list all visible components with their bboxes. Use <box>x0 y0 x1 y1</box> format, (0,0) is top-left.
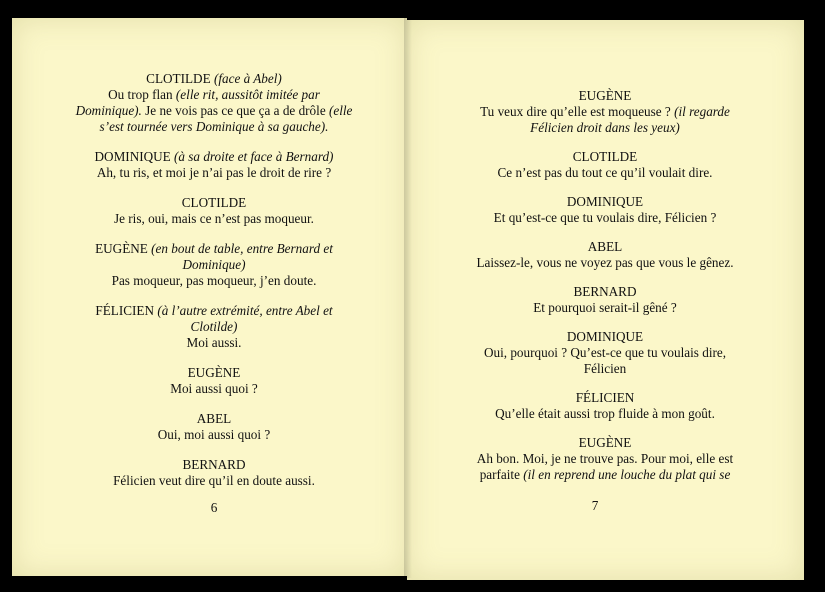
dialogue-line <box>64 381 364 397</box>
book-gutter <box>404 18 412 578</box>
dialogue-text: Tu veux dire qu’elle est moqueuse ? <box>480 104 675 119</box>
stage-direction: (il en reprend une louche du plat qui se <box>523 467 731 482</box>
dialogue-text: ABEL <box>587 239 623 254</box>
dialogue-text: DOMINIQUE <box>566 329 644 344</box>
dialogue-text: Ou trop flan <box>108 87 176 102</box>
stage-direction: (à l’autre extrémité, entre Abel et <box>157 303 333 318</box>
dialogue-block <box>455 149 755 181</box>
dialogue-line <box>455 104 755 120</box>
stage-direction: (elle <box>328 103 353 118</box>
speaker-line <box>455 149 755 165</box>
right-page-number: 7 <box>591 498 599 513</box>
stage-direction: (il regarde <box>674 104 730 119</box>
dialogue-block <box>64 365 364 397</box>
dialogue-text: parfaite <box>479 467 524 482</box>
dialogue-block <box>64 457 364 489</box>
dialogue-block <box>455 390 755 422</box>
left-page <box>12 18 407 576</box>
dialogue-text: EUGÈNE <box>578 435 632 450</box>
speaker-line <box>455 435 755 451</box>
dialogue-block <box>64 195 364 227</box>
speaker-line <box>64 457 364 473</box>
dialogue-line <box>64 319 364 335</box>
dialogue-line <box>455 345 755 361</box>
right-page-text <box>455 88 755 496</box>
dialogue-text: FÉLICIEN <box>95 303 158 318</box>
dialogue-text: Ce n’est pas du tout ce qu’il voulait dire. <box>497 165 713 180</box>
speaker-line <box>455 329 755 345</box>
dialogue-text: Félicien veut dire qu’il en doute aussi. <box>113 473 315 488</box>
dialogue-line <box>455 120 755 136</box>
stage-direction: Clotilde) <box>190 319 238 334</box>
speaker-line <box>64 149 364 165</box>
dialogue-line <box>64 103 364 119</box>
left-page-number: 6 <box>210 500 218 515</box>
left-page-text <box>64 71 364 503</box>
speaker-line <box>455 194 755 210</box>
dialogue-block <box>455 194 755 226</box>
stage-direction: (en bout de table, entre Bernard et <box>151 241 333 256</box>
dialogue-line <box>455 451 755 467</box>
dialogue-text: Je ne vois pas ce que ça a de drôle <box>141 103 329 118</box>
dialogue-block <box>64 71 364 135</box>
dialogue-block <box>64 149 364 181</box>
dialogue-text: EUGÈNE <box>187 365 241 380</box>
speaker-line <box>64 241 364 257</box>
dialogue-text: Ah bon. Moi, je ne trouve pas. Pour moi, elle est <box>476 451 734 466</box>
dialogue-text: BERNARD <box>182 457 246 472</box>
dialogue-block <box>64 303 364 351</box>
speaker-line <box>64 303 364 319</box>
dialogue-text: Laissez-le, vous ne voyez pas que vous le gênez. <box>476 255 734 270</box>
dialogue-block <box>455 329 755 377</box>
dialogue-line <box>455 255 755 271</box>
dialogue-line <box>64 273 364 289</box>
speaker-line <box>64 365 364 381</box>
dialogue-text: Oui, pourquoi ? Qu’est-ce que tu voulais dire, <box>483 345 727 360</box>
speaker-line <box>64 71 364 87</box>
speaker-line <box>455 88 755 104</box>
dialogue-text: ABEL <box>196 411 232 426</box>
dialogue-text: Moi aussi. <box>186 335 242 350</box>
right-page <box>407 20 804 580</box>
dialogue-line <box>455 165 755 181</box>
stage-direction: (face à Abel) <box>213 71 282 86</box>
stage-direction: Félicien droit dans les yeux) <box>530 120 680 135</box>
stage-direction: Dominique) <box>182 257 246 272</box>
stage-direction: s’est tournée vers Dominique à sa gauche). <box>99 119 329 134</box>
dialogue-block <box>455 435 755 483</box>
dialogue-line <box>64 473 364 489</box>
stage-direction: (à sa droite et face à Bernard) <box>174 149 334 164</box>
stage-direction: Dominique). <box>75 103 142 118</box>
dialogue-text: Oui, moi aussi quoi ? <box>157 427 271 442</box>
dialogue-text: Qu’elle était aussi trop fluide à mon goût. <box>495 406 715 421</box>
dialogue-block <box>64 411 364 443</box>
dialogue-line <box>455 406 755 422</box>
speaker-line <box>64 195 364 211</box>
dialogue-text: Moi aussi quoi ? <box>170 381 258 396</box>
dialogue-block <box>455 284 755 316</box>
dialogue-line <box>64 87 364 103</box>
dialogue-line <box>455 361 755 377</box>
speaker-line <box>455 239 755 255</box>
speaker-line <box>455 390 755 406</box>
dialogue-text: Pas moqueur, pas moqueur, j’en doute. <box>111 273 317 288</box>
dialogue-text: Et qu’est-ce que tu voulais dire, Félicien ? <box>493 210 717 225</box>
dialogue-text: Je ris, oui, mais ce n’est pas moqueur. <box>114 211 314 226</box>
dialogue-text: CLOTILDE <box>572 149 638 164</box>
dialogue-line <box>64 211 364 227</box>
dialogue-text: EUGÈNE <box>578 88 632 103</box>
dialogue-text: BERNARD <box>573 284 637 299</box>
dialogue-block <box>64 241 364 289</box>
dialogue-line <box>64 165 364 181</box>
dialogue-block <box>455 88 755 136</box>
dialogue-line <box>455 300 755 316</box>
dialogue-text: CLOTILDE <box>181 195 247 210</box>
speaker-line <box>64 411 364 427</box>
dialogue-text: DOMINIQUE <box>94 149 175 164</box>
dialogue-text: FÉLICIEN <box>575 390 635 405</box>
speaker-line <box>455 284 755 300</box>
dialogue-text: EUGÈNE <box>95 241 152 256</box>
dialogue-text: Et pourquoi serait-il gêné ? <box>533 300 677 315</box>
dialogue-line <box>64 427 364 443</box>
dialogue-line <box>455 210 755 226</box>
dialogue-line <box>64 335 364 351</box>
stage-direction: (elle rit, aussitôt imitée par <box>175 87 320 102</box>
dialogue-line <box>64 119 364 135</box>
dialogue-text: Ah, tu ris, et moi je n’ai pas le droit de rire ? <box>96 165 332 180</box>
dialogue-text: DOMINIQUE <box>566 194 644 209</box>
dialogue-block <box>455 239 755 271</box>
dialogue-line <box>64 257 364 273</box>
dialogue-text: CLOTILDE <box>146 71 214 86</box>
dialogue-line <box>455 467 755 483</box>
dialogue-text: Félicien <box>583 361 627 376</box>
